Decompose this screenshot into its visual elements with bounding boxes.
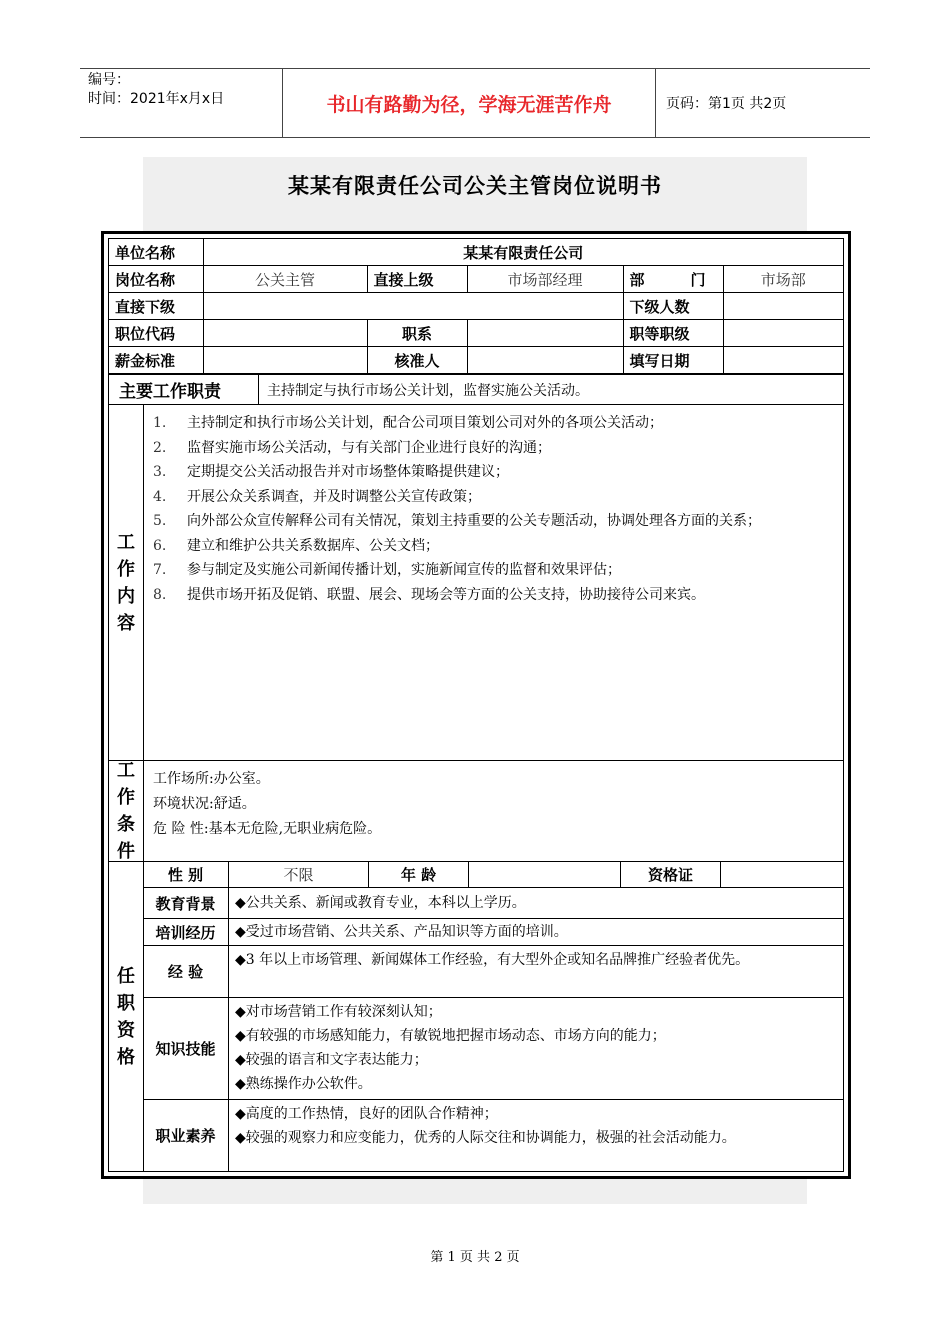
salary-value bbox=[203, 347, 367, 374]
superior-value: 市场部经理 bbox=[467, 266, 623, 293]
item-number: 8. bbox=[153, 586, 167, 603]
item-text: 开展公众关系调查，并及时调整公关宣传政策； bbox=[187, 488, 481, 505]
list-item bbox=[153, 558, 837, 583]
salary-label: 薪金标准 bbox=[109, 347, 203, 374]
table-row bbox=[109, 239, 843, 266]
label-char: 职 bbox=[117, 992, 135, 1014]
basic-requirements-row bbox=[143, 862, 843, 888]
time-label: 时间：2021年x月x日 bbox=[88, 91, 225, 107]
skill-item: ◆较强的语言和文字表达能力； bbox=[235, 1052, 428, 1068]
basic-info-table bbox=[109, 239, 843, 374]
item-number: 7. bbox=[153, 562, 167, 578]
list-item bbox=[153, 436, 837, 461]
subordinate-label: 直接下级 bbox=[109, 293, 203, 320]
header-meta bbox=[80, 69, 282, 137]
list-item bbox=[153, 534, 837, 559]
training-label: 培训经历 bbox=[143, 919, 229, 945]
condition-workplace: 工作场所:办公室。 bbox=[153, 771, 270, 787]
series-value bbox=[467, 320, 623, 347]
date-label: 填写日期 bbox=[623, 347, 723, 374]
education-label: 教育背景 bbox=[143, 888, 229, 918]
quality-list bbox=[229, 1100, 843, 1171]
page-info: 页码：第1页 共2页 bbox=[666, 96, 787, 112]
label-char: 格 bbox=[117, 1046, 135, 1068]
approver-value bbox=[467, 347, 623, 374]
table-row bbox=[109, 320, 843, 347]
qualifications-grid bbox=[143, 862, 843, 1171]
requirements-table bbox=[143, 862, 843, 887]
skills-label: 知识技能 bbox=[143, 998, 229, 1099]
series-label: 职系 bbox=[367, 320, 467, 347]
condition-hazard: 危 险 性:基本无危险,无职业病危险。 bbox=[153, 821, 382, 837]
item-text: 提供市场开拓及促销、联盟、展会、现场会等方面的公关支持，协助接待公司来宾。 bbox=[187, 586, 705, 603]
position-label: 岗位名称 bbox=[109, 266, 203, 293]
work-content-label bbox=[109, 405, 144, 760]
unit-label: 单位名称 bbox=[109, 239, 203, 266]
work-conditions-list bbox=[153, 767, 381, 842]
item-number: 3. bbox=[153, 464, 167, 480]
unit-value: 某某有限责任公司 bbox=[203, 239, 843, 266]
quality-label: 职业素养 bbox=[143, 1100, 229, 1171]
item-text: 定期提交公关活动报告并对市场整体策略提供建议； bbox=[187, 464, 509, 480]
table-row bbox=[109, 293, 843, 320]
item-number: 2. bbox=[153, 439, 167, 456]
skill-item: ◆对市场营销工作有较深刻认知； bbox=[235, 1004, 442, 1020]
sub-count-label: 下级人数 bbox=[623, 293, 723, 320]
condition-environment: 环境状况:舒适。 bbox=[153, 796, 256, 812]
motto: 书山有路勤为径，学海无涯苦作舟 bbox=[282, 69, 656, 137]
item-number: 4. bbox=[153, 488, 167, 505]
list-item bbox=[153, 411, 837, 436]
dept-label: 部门 bbox=[623, 266, 723, 293]
experience-row bbox=[143, 946, 843, 998]
label-char: 工 bbox=[117, 760, 135, 781]
form-inner bbox=[108, 238, 844, 1172]
item-text: 向外部公众宣传解释公司有关情况，策划主持重要的公关专题活动，协调处理各方面的关系； bbox=[187, 513, 761, 529]
work-conditions-label bbox=[109, 761, 144, 861]
gender-value: 不限 bbox=[229, 862, 369, 887]
label-char: 作 bbox=[117, 558, 135, 580]
list-item bbox=[153, 509, 837, 534]
item-text: 主持制定和执行市场公关计划，配合公司项目策划公司对外的各项公关活动； bbox=[187, 415, 663, 431]
education-text: ◆公共关系、新闻或教育专业，本科以上学历。 bbox=[235, 895, 526, 911]
skill-item: ◆熟练操作办公软件。 bbox=[235, 1076, 372, 1092]
item-number: 1. bbox=[153, 415, 167, 431]
experience-label: 经 验 bbox=[143, 946, 229, 997]
qualifications-section bbox=[109, 862, 843, 1171]
certificate-value bbox=[721, 862, 843, 887]
document-title: 某某有限责任公司公关主管岗位说明书 bbox=[288, 174, 662, 198]
label-char: 任 bbox=[117, 965, 135, 987]
work-conditions-section bbox=[109, 761, 843, 862]
education-row bbox=[143, 888, 843, 919]
page-header bbox=[80, 68, 870, 138]
table-row bbox=[109, 266, 843, 293]
label-char: 条 bbox=[117, 814, 135, 835]
quality-item: ◆较强的观察力和应变能力，优秀的人际交往和协调能力，极强的社会活动能力。 bbox=[235, 1130, 736, 1146]
subordinate-value bbox=[203, 293, 623, 320]
item-text: 参与制定及实施公司新闻传播计划，实施新闻宣传的监督和效果评估； bbox=[187, 562, 621, 578]
main-duty-text: 主持制定与执行市场公关计划，监督实施公关活动。 bbox=[267, 382, 589, 399]
sub-count-value bbox=[723, 293, 843, 320]
position-value: 公关主管 bbox=[203, 266, 367, 293]
work-content-list bbox=[153, 411, 837, 607]
superior-label: 直接上级 bbox=[367, 266, 467, 293]
gender-label: 性 别 bbox=[143, 862, 229, 887]
page-footer: 第 1 页 共 2 页 bbox=[430, 1250, 520, 1265]
dept-value: 市场部 bbox=[723, 266, 843, 293]
item-number: 5. bbox=[153, 513, 167, 529]
training-row bbox=[143, 919, 843, 946]
grade-value bbox=[723, 320, 843, 347]
label-char: 内 bbox=[117, 585, 135, 607]
skills-row bbox=[143, 998, 843, 1100]
date-value bbox=[723, 347, 843, 374]
qualifications-label bbox=[109, 862, 144, 1171]
list-item bbox=[153, 583, 837, 608]
code-label: 职位代码 bbox=[109, 320, 203, 347]
label-char: 容 bbox=[117, 612, 135, 634]
list-item bbox=[153, 460, 837, 485]
item-text: 监督实施市场公关活动，与有关部门企业进行良好的沟通； bbox=[187, 439, 551, 456]
label-char: 作 bbox=[117, 787, 135, 808]
training-text: ◆受过市场营销、公共关系、产品知识等方面的培训。 bbox=[235, 924, 568, 940]
certificate-label: 资格证 bbox=[621, 862, 721, 887]
quality-row bbox=[143, 1100, 843, 1171]
age-value bbox=[469, 862, 621, 887]
age-label: 年 龄 bbox=[369, 862, 469, 887]
item-text: 建立和维护公共关系数据库、公关文档； bbox=[187, 537, 439, 554]
label-char: 件 bbox=[117, 841, 135, 862]
number-label: 编号： bbox=[88, 72, 130, 88]
label-char: 工 bbox=[117, 531, 135, 553]
list-item bbox=[153, 485, 837, 510]
item-number: 6. bbox=[153, 537, 167, 554]
main-duty-row bbox=[109, 373, 843, 405]
table-row bbox=[109, 347, 843, 374]
job-description-form bbox=[101, 231, 851, 1179]
grade-label: 职等职级 bbox=[623, 320, 723, 347]
approver-label: 核准人 bbox=[367, 347, 467, 374]
quality-item: ◆高度的工作热情，良好的团队合作精神； bbox=[235, 1106, 498, 1122]
main-duty-label: 主要工作职责 bbox=[109, 375, 259, 404]
skill-item: ◆有较强的市场感知能力，有敏锐地把握市场动态、市场方向的能力； bbox=[235, 1028, 666, 1044]
code-value bbox=[203, 320, 367, 347]
experience-text: ◆3 年以上市场管理、新闻媒体工作经验，有大型外企或知名品牌推广经验者优先。 bbox=[235, 952, 750, 968]
work-content-section bbox=[109, 405, 843, 761]
label-char: 资 bbox=[117, 1019, 135, 1041]
skills-list bbox=[229, 998, 843, 1099]
